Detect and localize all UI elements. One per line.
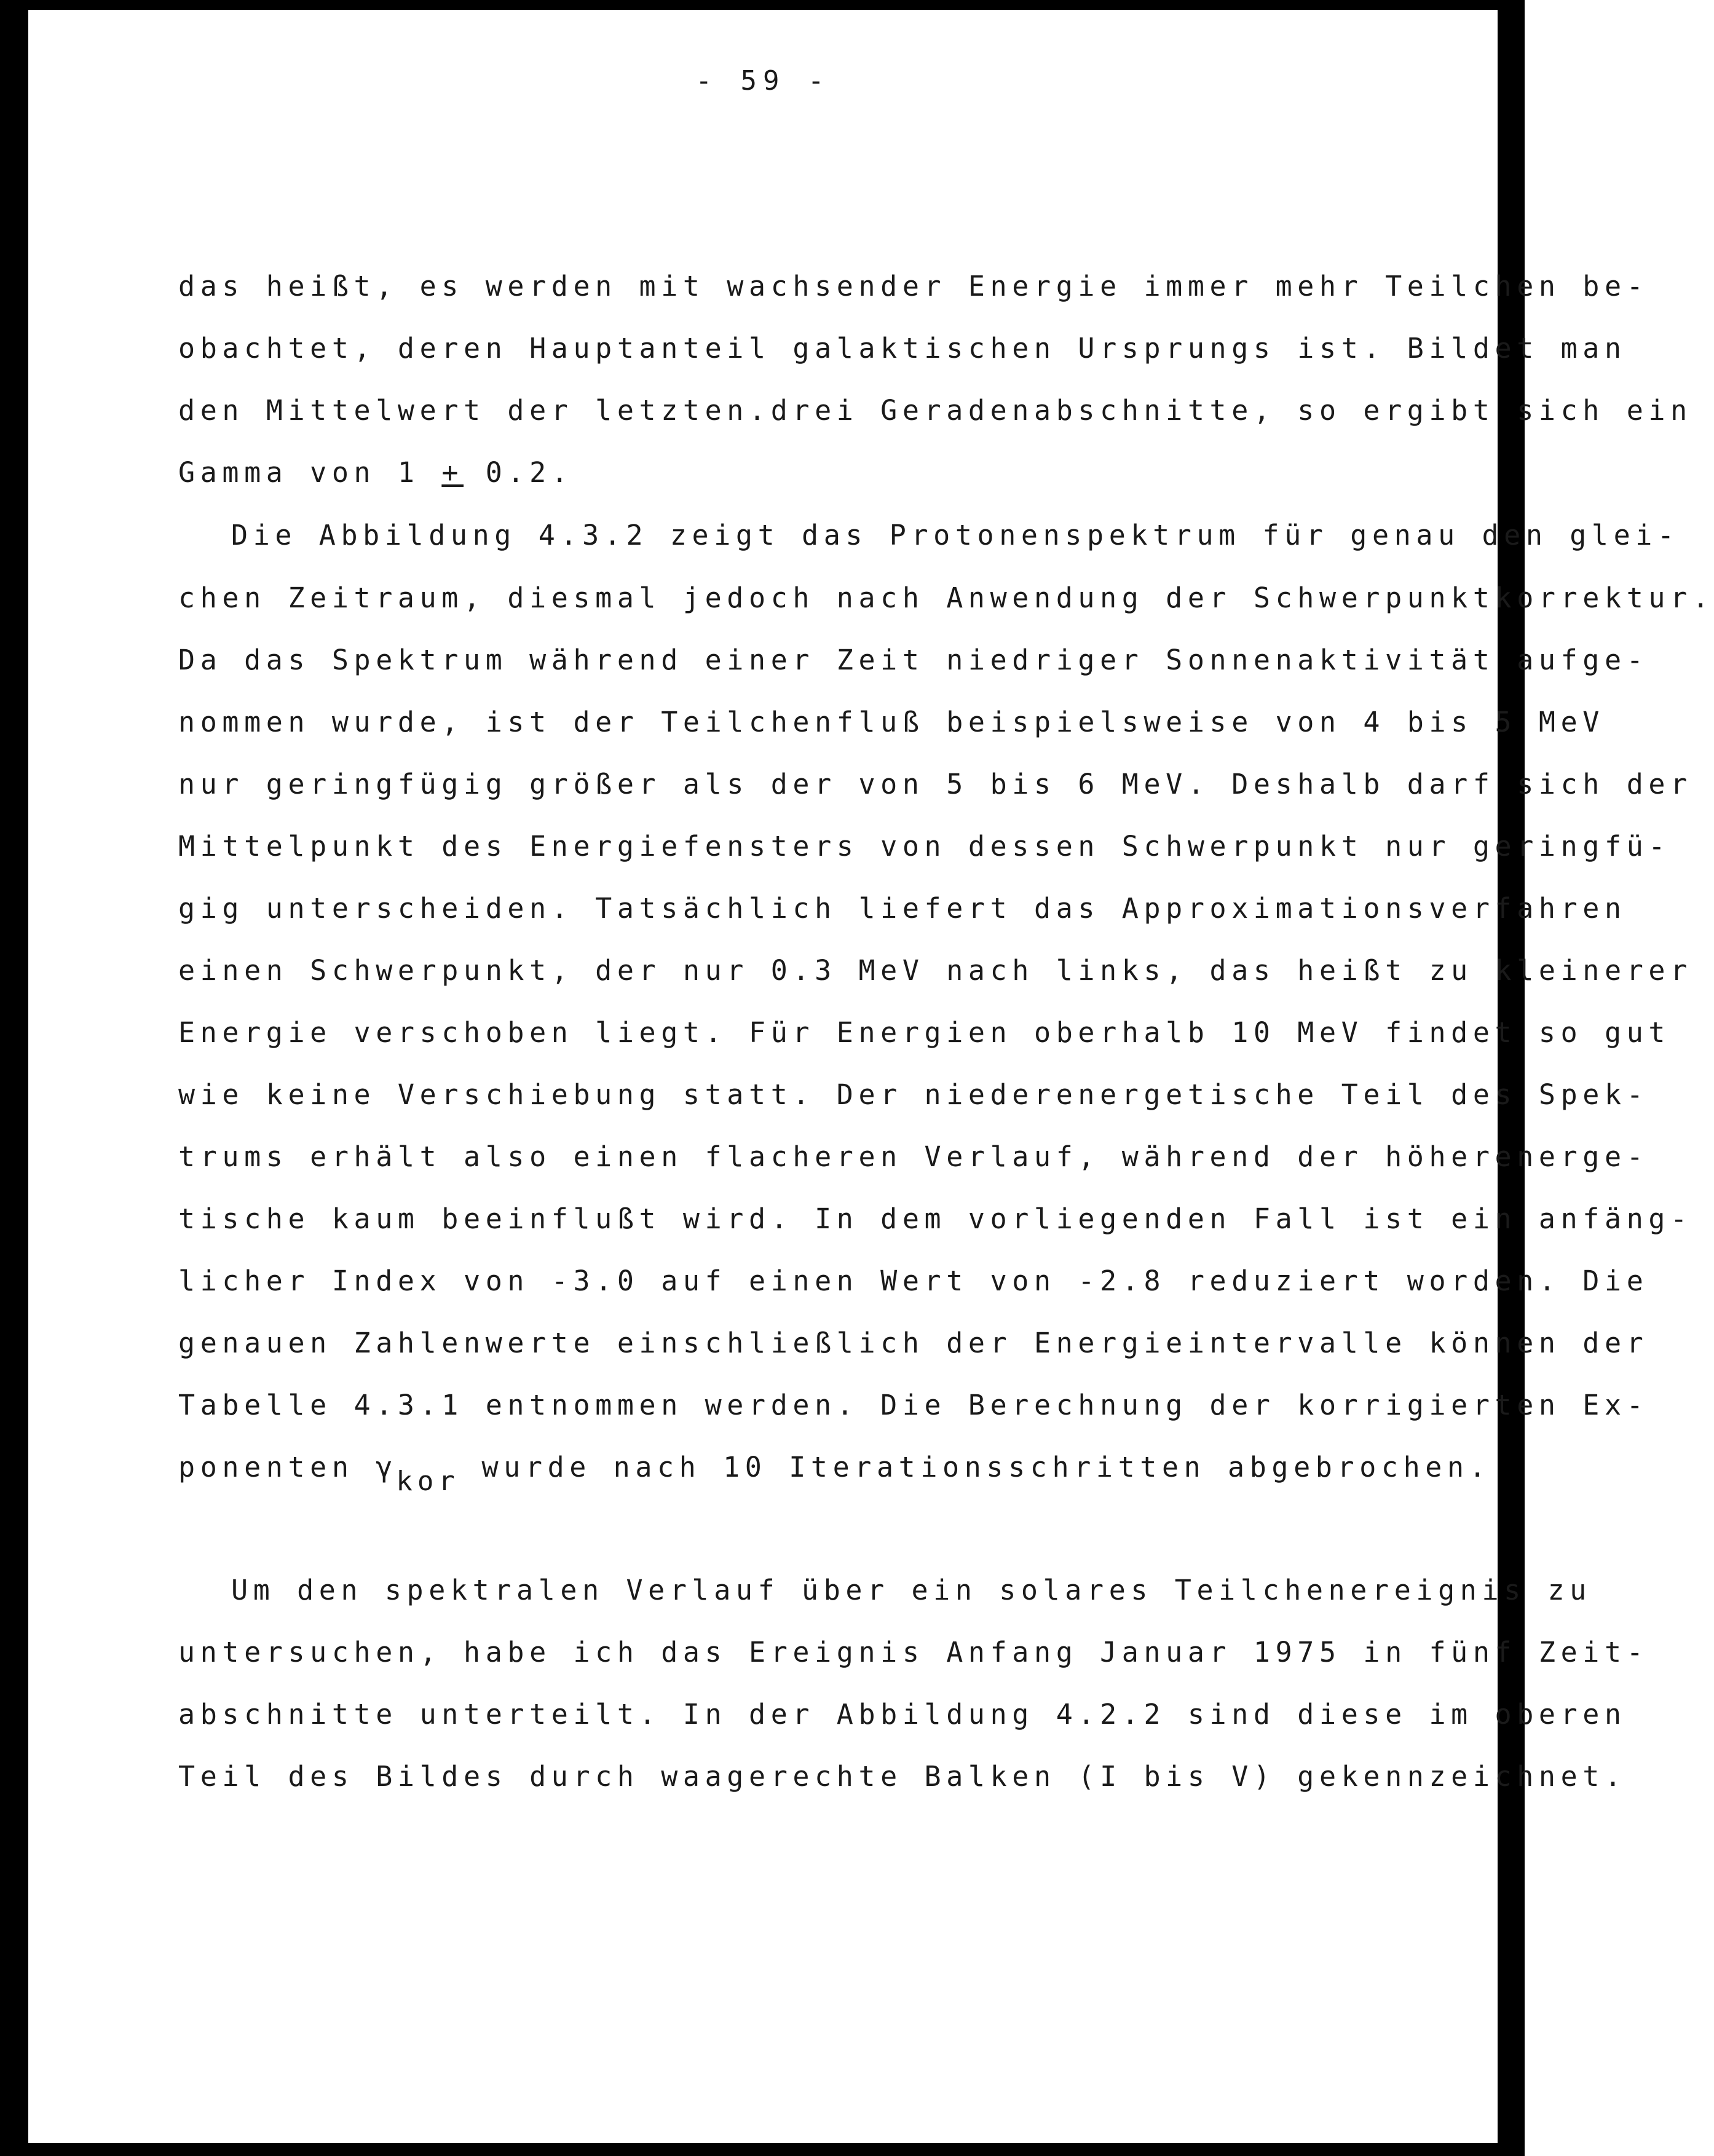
gamma-symbol: γ — [376, 1451, 397, 1483]
text-line — [178, 454, 573, 492]
text-fragment: wurde nach 10 Iterationsschritten abgebrochen. — [459, 1451, 1491, 1483]
text-line: genauen Zahlenwerte einschließlich der Energieintervalle können der — [178, 1327, 1649, 1359]
text-line: gig unterscheiden. Tatsächlich liefert das Approximationsverfahren — [178, 892, 1627, 925]
text-line: nur geringfügig größer als der von 5 bis 6 MeV. Deshalb darf sich der — [178, 768, 1692, 800]
text-line: trums erhält also einen flacheren Verlauf, während der höherenerge- — [178, 1140, 1649, 1173]
gamma-subscript: kor — [396, 1466, 460, 1497]
text-line: einen Schwerpunkt, der nur 0.3 MeV nach links, das heißt zu kleinerer — [178, 954, 1692, 987]
text-line — [178, 1449, 1491, 1497]
text-line: Da das Spektrum während einer Zeit niedriger Sonnenaktivität aufge- — [178, 644, 1649, 676]
text-line: Tabelle 4.3.1 entnommen werden. Die Berechnung der korrigierten Ex- — [178, 1389, 1649, 1421]
text-line: Um den spektralen Verlauf über ein solares Teilchenereignis zu — [231, 1574, 1592, 1606]
text-line: Die Abbildung 4.3.2 zeigt das Protonenspektrum für genau den glei- — [231, 519, 1680, 551]
text-line: Energie verschoben liegt. Für Energien oberhalb 10 MeV findet so gut — [178, 1016, 1671, 1049]
text-line: nommen wurde, ist der Teilchenfluß beispielsweise von 4 bis 5 MeV — [178, 706, 1605, 738]
text-line: den Mittelwert der letzten.drei Geradenabschnitte, so ergibt sich ein — [178, 394, 1692, 427]
text-fragment: 0.2. — [464, 456, 574, 489]
text-line: licher Index von -3.0 auf einen Wert von -2.8 reduziert worden. Die — [178, 1265, 1649, 1297]
page-number: - 59 - — [695, 65, 831, 97]
text-line: tische kaum beeinflußt wird. In dem vorliegenden Fall ist ein anfäng- — [178, 1202, 1692, 1235]
text-line: wie keine Verschiebung statt. Der niederenergetische Teil des Spek- — [178, 1078, 1649, 1111]
text-line: obachtet, deren Hauptanteil galaktischen Ursprungs ist. Bildet man — [178, 332, 1627, 365]
text-line: abschnitte unterteilt. In der Abbildung 4.2.2 sind diese im oberen — [178, 1698, 1627, 1731]
text-line: das heißt, es werden mit wachsender Energie immer mehr Teilchen be- — [178, 270, 1649, 302]
document-page — [28, 10, 1714, 2143]
text-line: Mittelpunkt des Energiefensters von dessen Schwerpunkt nur geringfü- — [178, 830, 1671, 863]
text-line: chen Zeitraum, diesmal jedoch nach Anwendung der Schwerpunktkorrektur. — [178, 582, 1714, 614]
text-fragment: Gamma von 1 — [178, 456, 442, 489]
plus-minus-symbol: + — [441, 456, 464, 489]
text-line: untersuchen, habe ich das Ereignis Anfang Januar 1975 in fünf Zeit- — [178, 1636, 1649, 1668]
text-line: Teil des Bildes durch waagerechte Balken (I bis V) gekennzeichnet. — [178, 1760, 1627, 1793]
text-fragment: ponenten — [178, 1451, 376, 1483]
